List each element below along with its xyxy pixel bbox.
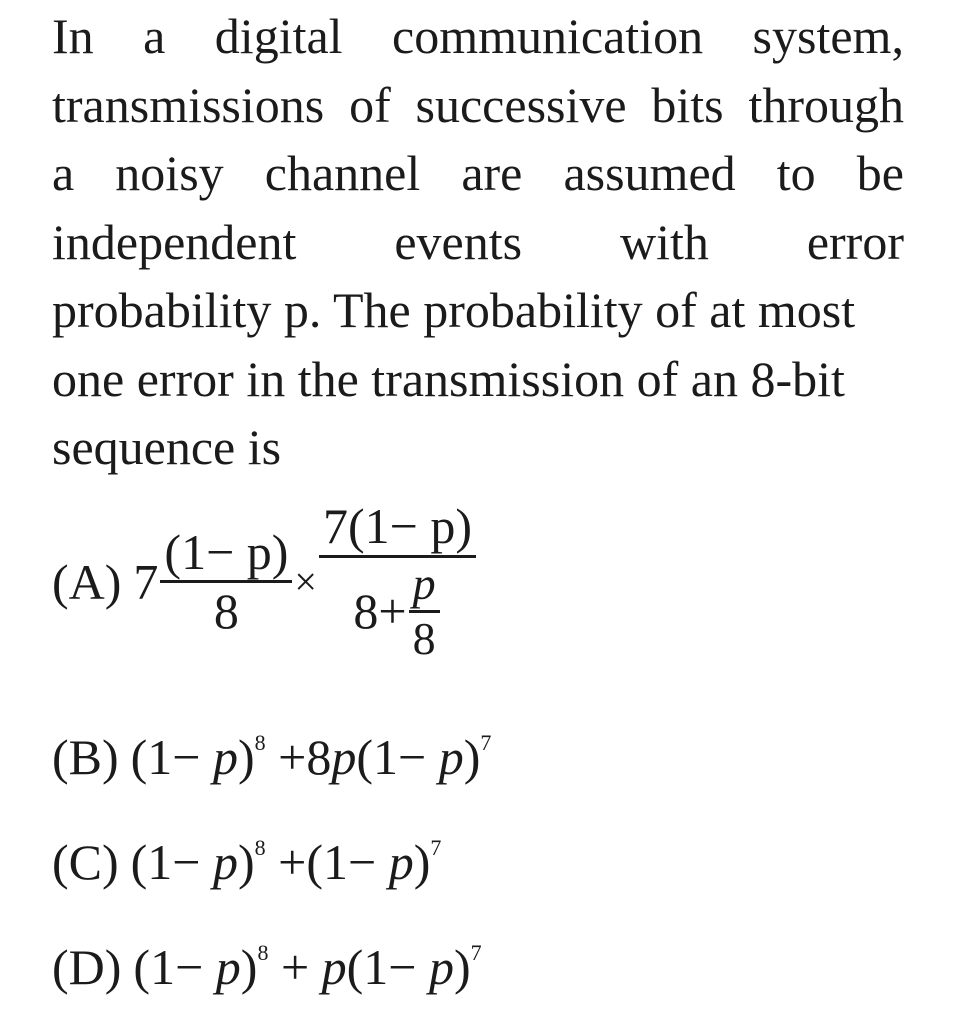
nested-denominator: 8 <box>412 612 436 664</box>
option-d[interactable] <box>52 938 482 996</box>
exponent: 7 <box>480 730 492 755</box>
word: digital <box>214 8 343 64</box>
exponent: 8 <box>254 835 266 860</box>
question-line-2 <box>52 71 904 140</box>
nested-numerator: p <box>409 560 440 613</box>
variable-p: p <box>388 834 414 890</box>
expr: (1− <box>346 939 429 995</box>
word: noisy <box>115 145 224 201</box>
option-d-label: (D) <box>52 939 122 995</box>
line-text: probability p. The probability of at most <box>52 282 856 338</box>
option-a-fraction-2 <box>319 500 476 663</box>
variable-p: p <box>213 729 239 785</box>
word: a <box>143 8 166 64</box>
expr: +8 <box>265 729 332 785</box>
word: In <box>52 8 94 64</box>
question-line-4 <box>52 208 904 277</box>
times-symbol: × <box>294 559 317 605</box>
fraction-denominator <box>353 558 441 664</box>
line-text: sequence is <box>52 419 282 475</box>
option-b-label: (B) <box>52 729 119 785</box>
expr: +(1− <box>265 834 389 890</box>
word: independent <box>52 213 297 270</box>
expr: (1− <box>130 729 214 785</box>
fraction-numerator: 7(1− p) <box>319 500 476 558</box>
exponent: 7 <box>470 940 482 965</box>
word: channel <box>264 145 421 201</box>
question-line-1 <box>52 2 904 71</box>
word: with <box>619 213 709 270</box>
word: to <box>776 145 816 201</box>
expr: + <box>268 939 322 995</box>
question-line-6 <box>52 345 904 414</box>
word: of <box>349 76 391 133</box>
option-b[interactable] <box>52 728 491 786</box>
expr: ) <box>413 834 431 890</box>
expr: (1− <box>356 729 439 785</box>
fraction-denominator: 8 <box>213 583 239 640</box>
variable-p: p <box>215 939 241 995</box>
word: communication <box>392 8 704 64</box>
variable-p: p <box>331 729 357 785</box>
expr: ) <box>238 729 255 785</box>
variable-p: p <box>438 729 464 785</box>
word: be <box>856 145 904 201</box>
expr: ) <box>240 939 258 995</box>
option-c-label: (C) <box>52 834 119 890</box>
fraction-numerator: (1− p) <box>160 526 292 584</box>
option-a-coef: 7 <box>133 553 159 610</box>
word: assumed <box>563 145 736 201</box>
exponent: 7 <box>430 835 442 860</box>
word: error <box>806 213 904 270</box>
denominator-lead: 8+ <box>353 583 407 640</box>
expr: ) <box>238 834 255 890</box>
line-text: one error in the transmission of an 8-bit <box>52 350 845 407</box>
expr: (1− <box>133 939 216 995</box>
question-line-7 <box>52 413 904 482</box>
word: system, <box>752 8 904 64</box>
word: through <box>748 76 904 133</box>
question-line-5 <box>52 276 904 345</box>
word: transmissions <box>52 76 325 133</box>
question-text <box>52 2 904 482</box>
exponent: 8 <box>257 940 269 965</box>
option-a-fraction-1 <box>160 523 292 640</box>
word: are <box>461 145 523 201</box>
nested-fraction <box>409 557 440 664</box>
exponent: 8 <box>254 730 266 755</box>
word: a <box>52 145 75 201</box>
word: successive <box>415 76 627 133</box>
word: events <box>394 213 523 270</box>
question-line-3 <box>52 139 904 208</box>
variable-p: p <box>429 939 454 995</box>
expr: (1− <box>130 834 214 890</box>
expr: ) <box>463 729 481 785</box>
option-a[interactable] <box>52 500 478 663</box>
option-a-label: (A) <box>52 553 122 610</box>
expr: ) <box>454 939 471 995</box>
variable-p: p <box>213 834 239 890</box>
option-c[interactable] <box>52 833 441 891</box>
variable-p: p <box>321 939 347 995</box>
word: bits <box>651 76 724 133</box>
